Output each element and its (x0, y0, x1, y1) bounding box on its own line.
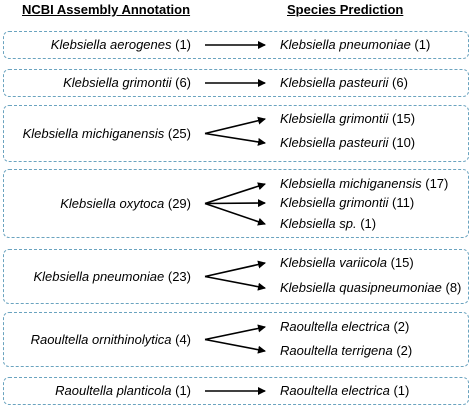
source-label-species: Klebsiella aerogenes (50, 37, 172, 52)
target-label-count: (2) (392, 343, 413, 358)
target-label-species: Raoultella electrica (280, 383, 390, 398)
target-label-count: (6) (388, 75, 408, 90)
source-label-count: (23) (164, 268, 191, 284)
mapping-arrow (205, 184, 265, 204)
target-label-species: Klebsiella pasteurii (280, 135, 389, 150)
target-label-count: (1) (356, 216, 377, 231)
target-label-count: (1) (410, 37, 431, 52)
source-label-species: Klebsiella oxytoca (60, 195, 165, 211)
source-label-species: Klebsiella pneumoniae (33, 268, 165, 284)
target-label-species: Klebsiella variicola (280, 255, 387, 270)
source-label-count: (1) (171, 383, 191, 398)
target-label-species: Klebsiella grimontii (280, 195, 389, 210)
source-label-count: (25) (164, 125, 191, 141)
target-label-species: Klebsiella michiganensis (280, 176, 422, 191)
target-label-count: (17) (421, 176, 449, 191)
mapping-arrow (205, 340, 265, 352)
target-label-species: Klebsiella quasipneumoniae (280, 280, 442, 295)
source-label-count: (4) (171, 331, 191, 347)
source-label-count: (6) (171, 75, 191, 90)
target-label-species: Klebsiella pneumoniae (280, 37, 411, 52)
mapping-arrow (205, 263, 265, 277)
source-label-count: (29) (164, 195, 191, 211)
target-label-count: (8) (441, 280, 462, 295)
mapping-arrow (205, 203, 265, 204)
source-label-species: Klebsiella grimontii (63, 75, 172, 90)
header-species-prediction: Species Prediction (287, 2, 404, 17)
mapping-arrow (205, 327, 265, 340)
target-label-count: (10) (388, 135, 416, 150)
source-label-count: (1) (171, 37, 191, 52)
target-label-species: Klebsiella sp. (280, 216, 357, 231)
target-label-count: (11) (388, 195, 415, 210)
mapping-arrow (205, 204, 265, 225)
target-label-count: (15) (386, 255, 414, 270)
target-label-species: Raoultella electrica (280, 319, 390, 334)
source-label-species: Klebsiella michiganensis (22, 125, 165, 141)
target-label-species: Klebsiella pasteurii (280, 75, 389, 90)
target-label-count: (2) (389, 319, 410, 334)
target-label-count: (15) (388, 111, 416, 126)
mapping-arrow (205, 277, 265, 289)
mapping-arrow (205, 119, 265, 134)
target-label-species: Raoultella terrigena (280, 343, 393, 358)
target-label-count: (1) (389, 383, 410, 398)
source-label-species: Raoultella ornithinolytica (30, 331, 172, 347)
mapping-arrow (205, 134, 265, 144)
header-ncbi-annotation: NCBI Assembly Annotation (22, 2, 191, 17)
target-label-species: Klebsiella grimontii (280, 111, 389, 126)
source-label-species: Raoultella planticola (55, 383, 172, 398)
